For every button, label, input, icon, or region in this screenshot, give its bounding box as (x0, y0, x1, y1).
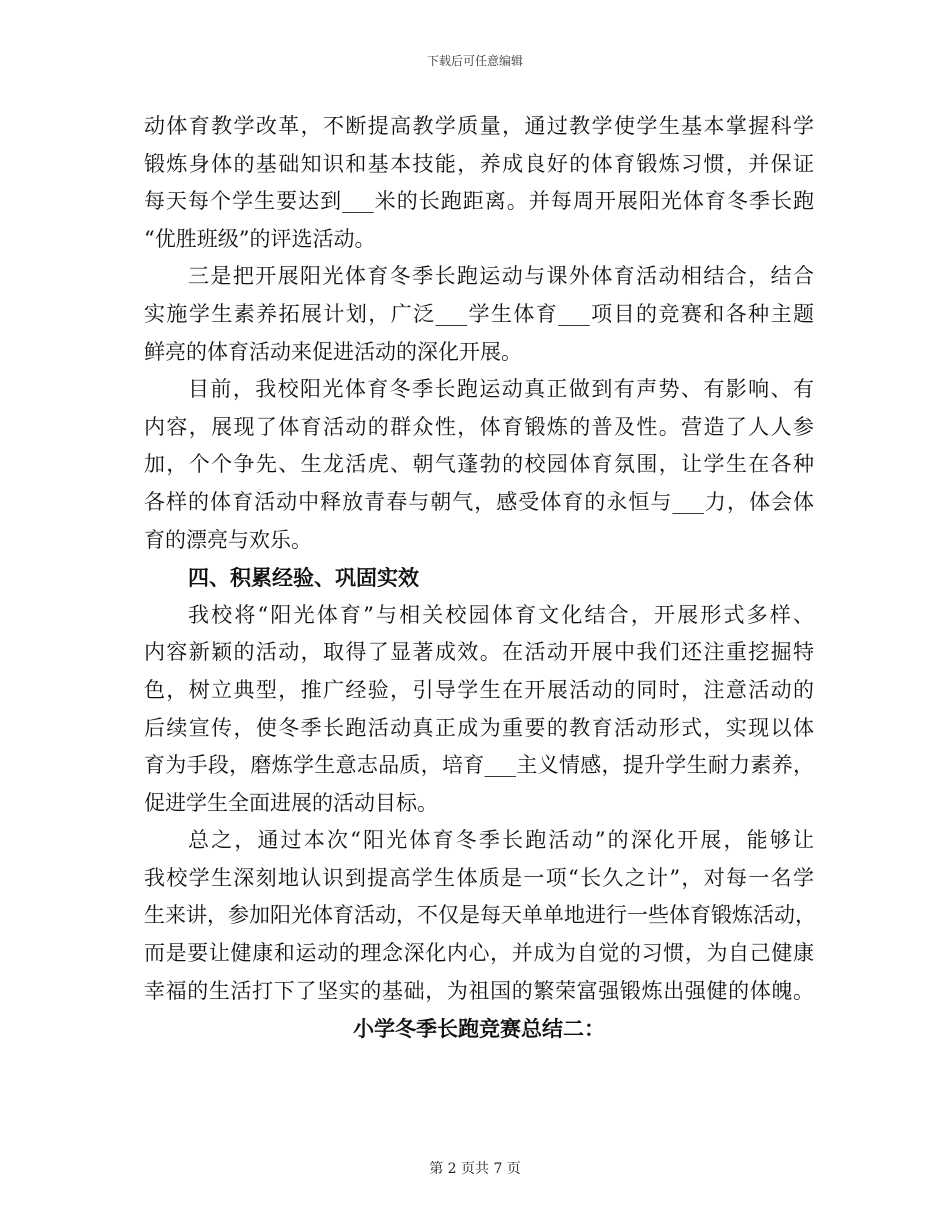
paragraph-line: 每天每个学生要达到___米的长跑距离。并每周开展阳光体育冬季长跑 (144, 189, 814, 214)
paragraph-line: 实施学生素养拓展计划，广泛___学生体育___项目的竞赛和各种主题 (144, 301, 814, 326)
paragraph-line: 内容，展现了体育活动的群众性，体育锻炼的普及性。营造了人人参 (144, 414, 814, 439)
paragraph-line: 而是要让健康和运动的理念深化内心，并成为自觉的习惯，为自己健康 (144, 941, 814, 966)
paragraph-line: 动体育教学改革，不断提高教学质量，通过教学使学生基本掌握科学 (144, 114, 814, 138)
paragraph-line: 三是把开展阳光体育冬季长跑运动与课外体育活动相结合，结合 (188, 264, 814, 289)
paragraph-line: 加，个个争先、生龙活虎、朝气蓬勃的校园体育氛围，让学生在各种 (144, 452, 814, 477)
paragraph-line: 生来讲，参加阳光体育活动，不仅是每天单单地进行一些体育锻炼活动， (144, 903, 816, 928)
paragraph-line: 各样的体育活动中释放青春与朝气，感受体育的永恒与___力，体会体 (144, 489, 814, 514)
paragraph-line: 我校将“阳光体育”与相关校园体育文化结合，开展形式多样、 (188, 602, 814, 627)
paragraph-line: 幸福的生活打下了坚实的基础，为祖国的繁荣富强锻炼出强健的体魄。 (144, 978, 814, 1003)
paragraph-line: “优胜班级”的评选活动。 (144, 226, 376, 251)
paragraph-line: 锻炼身体的基础知识和基本技能，养成良好的体育锻炼习惯，并保证 (144, 151, 814, 176)
section-title: 小学冬季长跑竞赛总结二： (353, 1016, 605, 1042)
paragraph-line: 我校学生深刻地认识到提高学生体质是一项“长久之计”，对每一名学 (144, 865, 814, 890)
paragraph-line: 后续宣传，使冬季长跑活动真正成为重要的教育活动形式，实现以体 (144, 715, 814, 740)
paragraph-line: 色，树立典型，推广经验，引导学生在开展活动的同时，注意活动的 (144, 677, 814, 702)
section-heading: 四、积累经验、巩固实效 (188, 565, 419, 591)
paragraph-line: 总之，通过本次“阳光体育冬季长跑活动”的深化开展，能够让 (188, 828, 814, 853)
paragraph-line: 内容新颖的活动，取得了显著成效。在活动开展中我们还注重挖掘特 (144, 640, 814, 665)
header-note: 下载后可任意编辑 (426, 54, 523, 68)
paragraph-line: 促进学生全面进展的活动目标。 (144, 790, 438, 815)
paragraph-line: 鲜亮的体育活动来促进活动的深化开展。 (144, 339, 522, 364)
document-body (144, 108, 814, 1048)
page-footer: 第 2 页共 7 页 (429, 1161, 521, 1177)
paragraph-line: 育为手段，磨炼学生意志品质，培育___主义情感，提升学生耐力素养， (144, 753, 814, 778)
paragraph-line: 目前，我校阳光体育冬季长跑运动真正做到有声势、有影响、有 (188, 377, 814, 402)
paragraph-line: 育的漂亮与欢乐。 (144, 527, 312, 552)
